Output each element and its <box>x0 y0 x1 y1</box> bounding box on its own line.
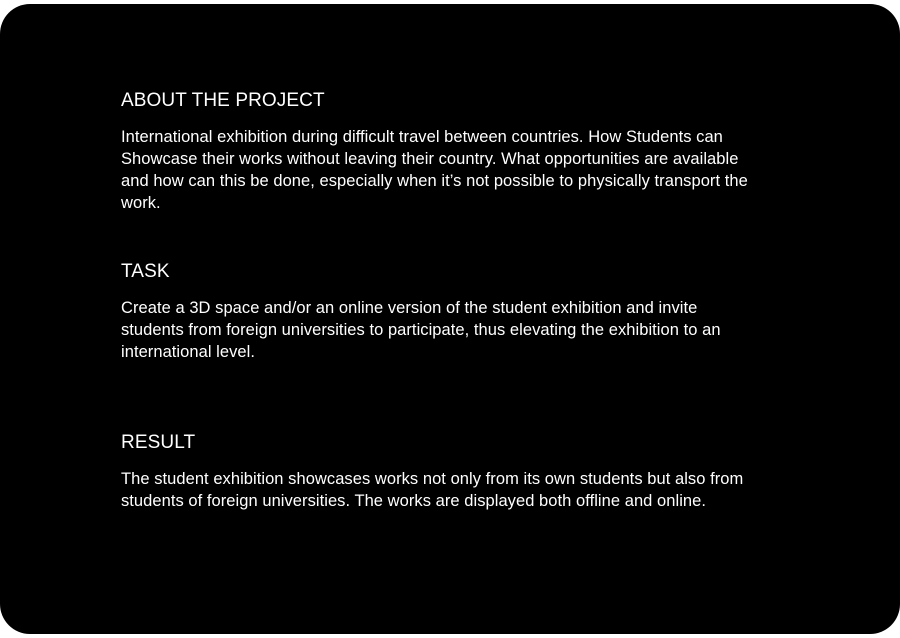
section-result <box>121 432 761 512</box>
section-heading: ABOUT THE PROJECT <box>121 90 325 111</box>
section-heading: TASK <box>121 261 170 282</box>
section-about-the-project <box>121 90 761 214</box>
section-body: International exhibition during difficult travel between countries. How Students can Showcase their works without leaving their country. What opportunities are available and how can this be done, especially when it’s not possible to physically transport the work. <box>121 128 748 212</box>
content-card <box>0 4 900 634</box>
section-body: The student exhibition showcases works not only from its own students but also from students of foreign universities. The works are displayed both offline and online. <box>121 470 744 510</box>
section-task <box>121 261 761 363</box>
section-heading: RESULT <box>121 432 196 453</box>
section-body: Create a 3D space and/or an online version of the student exhibition and invite students from foreign universities to participate, thus elevating the exhibition to an international level. <box>121 299 721 361</box>
